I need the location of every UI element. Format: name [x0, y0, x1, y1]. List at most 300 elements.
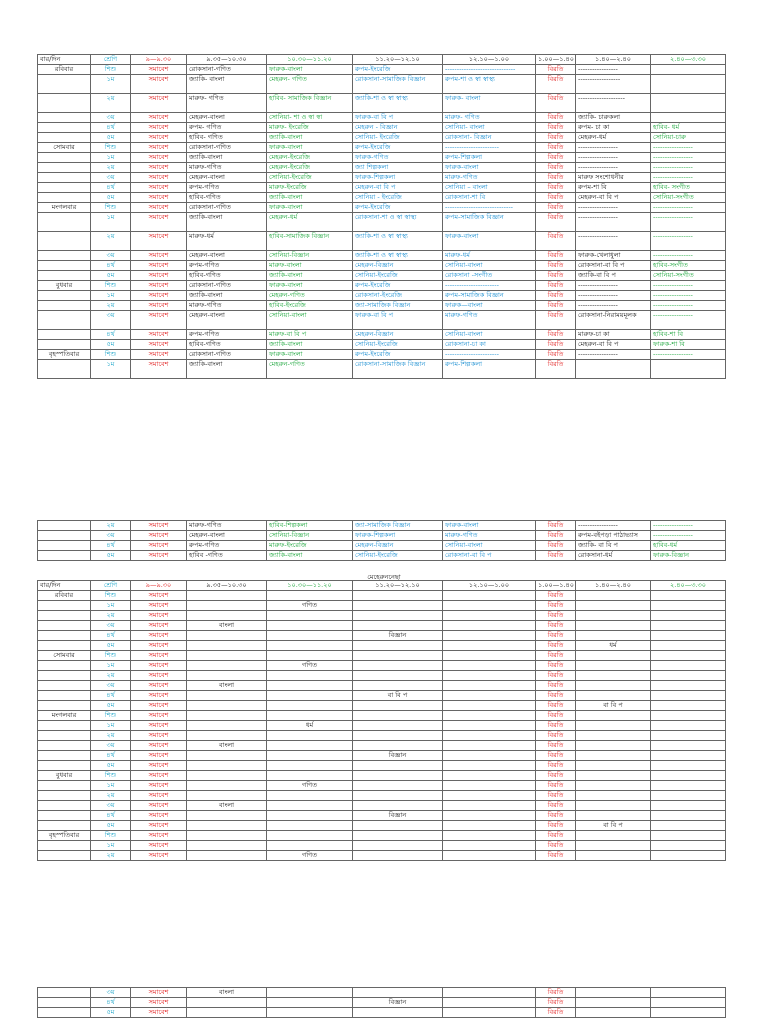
day-cell: মংগলবার	[38, 203, 91, 213]
period-6-cell: রুপম- চা কা	[576, 123, 651, 133]
teacher-name-title: মেহেরুননেছা	[367, 573, 401, 581]
class-cell: ৩য়	[91, 113, 131, 123]
day-cell	[38, 841, 91, 851]
table-row	[38, 251, 726, 261]
break-cell: বিরতি	[536, 551, 576, 561]
period-4-cell	[443, 641, 536, 651]
table-row	[38, 113, 726, 123]
period-7-cell: -----------------	[651, 173, 726, 183]
break-cell: বিরতি	[536, 751, 576, 761]
class-cell: ১ম	[91, 601, 131, 611]
table-row	[38, 721, 726, 731]
period-2-cell: হাবিব-সামাজিক বিজ্ঞান	[267, 232, 353, 251]
period-2-cell: গণিত	[267, 851, 353, 861]
period-4-cell: সোনিয়া-বাংলা	[443, 261, 536, 271]
header-time-3: ১০.৩০—১১.২০	[267, 55, 353, 65]
period-7-cell: হাবিব-ধর্ম	[651, 541, 726, 551]
break-cell: বিরতি	[536, 271, 576, 281]
table-row	[38, 193, 726, 203]
period-6-cell	[576, 671, 651, 681]
assembly-cell: সমাবেশ	[131, 65, 187, 75]
break-cell: বিরতি	[536, 851, 576, 861]
period-1-cell: মারুফ-গণিত	[187, 163, 267, 173]
day-cell	[38, 261, 91, 271]
period-2-cell: সোনিয়া-ইংরেজি	[267, 173, 353, 183]
period-4-cell	[443, 601, 536, 611]
day-cell: বৃহস্পতিবার	[38, 831, 91, 841]
assembly-cell: সমাবেশ	[131, 998, 187, 1008]
class-cell: ২য়	[91, 851, 131, 861]
period-7-cell	[651, 651, 726, 661]
break-cell: বিরতি	[536, 133, 576, 143]
break-cell: বিরতি	[536, 591, 576, 601]
period-6-cell	[576, 621, 651, 631]
period-4-cell: সোনিয়া-বাংলা	[443, 541, 536, 551]
period-6-cell: মারুফ-চা কা	[576, 330, 651, 340]
break-cell: বিরতি	[536, 251, 576, 261]
table-row	[38, 841, 726, 851]
assembly-cell: সমাবেশ	[131, 621, 187, 631]
class-cell: ৩য়	[91, 741, 131, 751]
period-4-cell	[443, 741, 536, 751]
break-cell: বিরতি	[536, 330, 576, 340]
period-7-cell	[651, 751, 726, 761]
day-cell	[38, 113, 91, 123]
period-2-cell	[267, 741, 353, 751]
period-4-cell	[443, 701, 536, 711]
day-cell	[38, 621, 91, 631]
period-6-cell: রোকসানা-নিরাময়মূলক	[576, 311, 651, 330]
period-4-cell	[443, 651, 536, 661]
period-2-cell: ধর্ম	[267, 721, 353, 731]
period-3-cell	[353, 771, 443, 781]
period-2-cell: মারুফ-বা বি প	[267, 330, 353, 340]
table-row	[38, 601, 726, 611]
period-7-cell	[651, 65, 726, 75]
routine-table-1	[37, 54, 726, 379]
period-3-cell	[353, 681, 443, 691]
break-cell: বিরতি	[536, 771, 576, 781]
period-3-cell	[353, 661, 443, 671]
period-3-cell: রুপম-ইংরেজি	[353, 203, 443, 213]
period-4-cell: সোনিয়া – বাংলা	[443, 183, 536, 193]
day-cell: বৃহস্পতিবার	[38, 350, 91, 360]
assembly-cell: সমাবেশ	[131, 261, 187, 271]
period-7-cell	[651, 801, 726, 811]
class-cell: ১ম	[91, 213, 131, 232]
break-cell: বিরতি	[536, 281, 576, 291]
table-row	[38, 350, 726, 360]
period-1-cell	[187, 731, 267, 741]
period-2-cell: গণিত	[267, 661, 353, 671]
class-cell: ৫ম	[91, 1008, 131, 1018]
period-2-cell	[267, 761, 353, 771]
break-cell: বিরতি	[536, 841, 576, 851]
assembly-cell: সমাবেশ	[131, 193, 187, 203]
class-cell: ৫ম	[91, 551, 131, 561]
table-row	[38, 301, 726, 311]
period-6-cell: --------------------	[576, 94, 651, 113]
break-cell: বিরতি	[536, 531, 576, 541]
header-row	[38, 581, 726, 591]
class-cell: ৪র্থ	[91, 631, 131, 641]
period-3-cell	[353, 1008, 443, 1018]
table-row	[38, 671, 726, 681]
header-time-8: ২.৪০—৩.৩০	[651, 55, 726, 65]
period-7-cell	[651, 781, 726, 791]
period-2-cell: জ্যাকি-বাংলা	[267, 133, 353, 143]
period-6-cell: ফারুক-খেলাধুলা	[576, 251, 651, 261]
period-3-cell: রুপম-ইংরেজি	[353, 350, 443, 360]
assembly-cell: সমাবেশ	[131, 691, 187, 701]
period-2-cell: ফারুক-বাংলা	[267, 350, 353, 360]
period-4-cell: -----------------------	[443, 143, 536, 153]
period-2-cell: সোনিয়া-বিজ্ঞান	[267, 531, 353, 541]
period-6-cell: -----------------	[576, 143, 651, 153]
assembly-cell: সমাবেশ	[131, 113, 187, 123]
period-2-cell: জ্যাকি-বাংলা	[267, 193, 353, 203]
break-cell: বিরতি	[536, 801, 576, 811]
day-cell: রবিবার	[38, 591, 91, 601]
class-cell: শিশু	[91, 65, 131, 75]
period-1-cell: রুপম- গণিত	[187, 123, 267, 133]
period-1-cell: রোকসানা-গণিত	[187, 281, 267, 291]
table-row	[38, 1008, 726, 1018]
break-cell: বিরতি	[536, 143, 576, 153]
assembly-cell: সমাবেশ	[131, 173, 187, 183]
period-3-cell	[353, 741, 443, 751]
period-7-cell: হাবিব-শা বি	[651, 330, 726, 340]
period-4-cell	[443, 841, 536, 851]
table-row	[38, 360, 726, 379]
break-cell: বিরতি	[536, 611, 576, 621]
class-cell: শিশু	[91, 711, 131, 721]
period-4-cell	[443, 661, 536, 671]
period-7-cell: -----------------	[651, 213, 726, 232]
period-4-cell: সোনিয়া- বাংলা	[443, 123, 536, 133]
class-cell: ২য়	[91, 521, 131, 531]
day-cell: রবিবার	[38, 65, 91, 75]
period-7-cell	[651, 611, 726, 621]
period-3-cell: জ্যা-সামাজিক বিজ্ঞান	[353, 301, 443, 311]
period-7-cell	[651, 771, 726, 781]
period-6-cell	[576, 591, 651, 601]
period-4-cell: -----------------------------	[443, 203, 536, 213]
period-1-cell	[187, 701, 267, 711]
day-cell	[38, 163, 91, 173]
class-cell: শিশু	[91, 771, 131, 781]
period-4-cell	[443, 691, 536, 701]
class-cell: ৫ম	[91, 761, 131, 771]
table-row	[38, 65, 726, 75]
period-2-cell	[267, 681, 353, 691]
period-1-cell: মারুফ-গণিত	[187, 301, 267, 311]
period-7-cell	[651, 591, 726, 601]
period-1-cell: হাবিব- গণিত	[187, 133, 267, 143]
period-1-cell: বাংলা	[187, 681, 267, 691]
break-cell: বিরতি	[536, 988, 576, 998]
period-3-cell	[353, 988, 443, 998]
break-cell: বিরতি	[536, 173, 576, 183]
day-cell	[38, 811, 91, 821]
period-7-cell	[651, 711, 726, 721]
period-1-cell	[187, 1008, 267, 1018]
period-2-cell: ফারুক-বাংলা	[267, 281, 353, 291]
period-4-cell: রোকসানা-বা বি প	[443, 551, 536, 561]
assembly-cell: সমাবেশ	[131, 251, 187, 261]
period-4-cell: ফারুক- বাংলা	[443, 94, 536, 113]
break-cell: বিরতি	[536, 261, 576, 271]
period-1-cell	[187, 751, 267, 761]
table-row	[38, 163, 726, 173]
assembly-cell: সমাবেশ	[131, 851, 187, 861]
period-3-cell	[353, 641, 443, 651]
teacher-routine-table-cont	[37, 987, 726, 1018]
assembly-cell: সমাবেশ	[131, 153, 187, 163]
break-cell: বিরতি	[536, 113, 576, 123]
period-2-cell: ফারুক-বাংলা	[267, 65, 353, 75]
period-4-cell	[443, 851, 536, 861]
assembly-cell: সমাবেশ	[131, 601, 187, 611]
break-cell: বিরতি	[536, 721, 576, 731]
break-cell: বিরতি	[536, 1008, 576, 1018]
period-2-cell: মেহরুন-ধর্ম	[267, 213, 353, 232]
period-3-cell	[353, 721, 443, 731]
period-7-cell	[651, 701, 726, 711]
period-3-cell	[353, 831, 443, 841]
period-2-cell: মারুফ- ইংরেজি	[267, 123, 353, 133]
assembly-cell: সমাবেশ	[131, 831, 187, 841]
period-3-cell: রোকসানা-সামাজিক বিজ্ঞান	[353, 75, 443, 94]
period-7-cell	[651, 1008, 726, 1018]
break-cell: বিরতি	[536, 193, 576, 203]
day-cell: বুধবার	[38, 281, 91, 291]
header-time-4: ১১.২০—১২.১০	[353, 581, 443, 591]
period-1-cell	[187, 671, 267, 681]
assembly-cell: সমাবেশ	[131, 213, 187, 232]
period-7-cell	[651, 75, 726, 94]
period-1-cell: বাংলা	[187, 741, 267, 751]
table-row	[38, 851, 726, 861]
class-cell: ৪র্থ	[91, 751, 131, 761]
day-cell: মংগলবার	[38, 711, 91, 721]
period-4-cell: রুপম-সামাজিক বিজ্ঞান	[443, 291, 536, 301]
period-7-cell: -----------------	[651, 311, 726, 330]
period-3-cell	[353, 781, 443, 791]
period-3-cell: ফারুক-গণিত	[353, 153, 443, 163]
assembly-cell: সমাবেশ	[131, 232, 187, 251]
period-4-cell	[443, 761, 536, 771]
period-6-cell: মেহরুন-ধর্ম	[576, 133, 651, 143]
period-6-cell: রুপম-শা বি	[576, 183, 651, 193]
period-7-cell: ফারুক-শা বি	[651, 340, 726, 350]
assembly-cell: সমাবেশ	[131, 651, 187, 661]
class-cell: ৫ম	[91, 641, 131, 651]
class-cell: ২য়	[91, 791, 131, 801]
period-3-cell: সোনিয়া - ইংরেজি	[353, 193, 443, 203]
day-cell	[38, 153, 91, 163]
day-cell	[38, 791, 91, 801]
period-6-cell	[576, 360, 651, 379]
period-2-cell	[267, 811, 353, 821]
class-cell: ৪র্থ	[91, 998, 131, 1008]
table-row	[38, 831, 726, 841]
period-2-cell	[267, 801, 353, 811]
table-row	[38, 701, 726, 711]
break-cell: বিরতি	[536, 681, 576, 691]
header-time-2: ৯.৩৫—১০.৩০	[187, 581, 267, 591]
period-4-cell	[443, 671, 536, 681]
day-cell	[38, 123, 91, 133]
period-1-cell	[187, 721, 267, 731]
period-1-cell: মারুফ- গণিত	[187, 94, 267, 113]
period-2-cell: হাবিব-শিল্পকলা	[267, 521, 353, 531]
assembly-cell: সমাবেশ	[131, 731, 187, 741]
period-1-cell: বাংলা	[187, 988, 267, 998]
day-cell	[38, 761, 91, 771]
period-3-cell: রুপম-ইংরেজি	[353, 65, 443, 75]
period-7-cell: হাবিব- সংগীত	[651, 183, 726, 193]
table-row	[38, 281, 726, 291]
class-cell: ২য়	[91, 232, 131, 251]
period-4-cell: সোনিয়া-বাংলা	[443, 330, 536, 340]
header-time-5: ১২.১০—১.০০	[443, 55, 536, 65]
day-cell	[38, 232, 91, 251]
table-row	[38, 232, 726, 251]
table-row	[38, 261, 726, 271]
period-3-cell: সোনিয়া- ইংরেজি	[353, 133, 443, 143]
table-row	[38, 330, 726, 340]
period-6-cell: রোকসানা-ধর্ম	[576, 551, 651, 561]
day-cell	[38, 213, 91, 232]
period-7-cell	[651, 791, 726, 801]
class-cell: ৩য়	[91, 173, 131, 183]
day-cell	[38, 173, 91, 183]
period-6-cell: জ্যাকি- বা বি প	[576, 541, 651, 551]
period-4-cell: মারুফ-গণিত	[443, 311, 536, 330]
class-cell: ১ম	[91, 75, 131, 94]
period-2-cell	[267, 791, 353, 801]
break-cell: বিরতি	[536, 340, 576, 350]
period-7-cell	[651, 821, 726, 831]
period-1-cell: মারুফ-গণিত	[187, 521, 267, 531]
period-3-cell: সোনিয়া-ইংরেজি	[353, 551, 443, 561]
assembly-cell: সমাবেশ	[131, 330, 187, 340]
break-cell: বিরতি	[536, 213, 576, 232]
period-4-cell	[443, 611, 536, 621]
break-cell: বিরতি	[536, 731, 576, 741]
class-cell: ৫ম	[91, 133, 131, 143]
day-cell	[38, 701, 91, 711]
period-1-cell: মারুফ-ধর্ম	[187, 232, 267, 251]
period-2-cell: মেহরুন-ইংরেজি	[267, 153, 353, 163]
period-7-cell: -----------------	[651, 291, 726, 301]
period-1-cell: হাবিব -গণিত	[187, 551, 267, 561]
period-1-cell: জ্যাকি-বাংলা	[187, 213, 267, 232]
class-cell: ৪র্থ	[91, 123, 131, 133]
header-time-8: ২.৪০—৩.৩০	[651, 581, 726, 591]
period-6-cell: -----------------	[576, 65, 651, 75]
table-row	[38, 641, 726, 651]
table-row	[38, 821, 726, 831]
period-2-cell	[267, 611, 353, 621]
table-row	[38, 811, 726, 821]
period-4-cell: মারুফ-গণিত	[443, 173, 536, 183]
day-cell	[38, 671, 91, 681]
table-row	[38, 183, 726, 193]
period-3-cell	[353, 651, 443, 661]
day-cell	[38, 301, 91, 311]
assembly-cell: সমাবেশ	[131, 681, 187, 691]
assembly-cell: সমাবেশ	[131, 741, 187, 751]
header-day: বার/দিন	[38, 581, 91, 591]
period-4-cell: -----------------------	[443, 281, 536, 291]
assembly-cell: সমাবেশ	[131, 183, 187, 193]
period-2-cell	[267, 821, 353, 831]
period-4-cell	[443, 631, 536, 641]
assembly-cell: সমাবেশ	[131, 163, 187, 173]
table-row	[38, 203, 726, 213]
period-4-cell	[443, 998, 536, 1008]
period-1-cell	[187, 791, 267, 801]
class-cell: ৩য়	[91, 801, 131, 811]
period-1-cell: রুপম-গণিত	[187, 330, 267, 340]
period-6-cell: -----------------	[576, 291, 651, 301]
header-class: শ্রেণি	[91, 55, 131, 65]
period-6-cell: জ্যাকি- চারুকলা	[576, 113, 651, 123]
period-6-cell	[576, 721, 651, 731]
period-6-cell: ------------------	[576, 75, 651, 94]
period-6-cell	[576, 801, 651, 811]
period-6-cell	[576, 781, 651, 791]
class-cell: শিশু	[91, 350, 131, 360]
period-7-cell: সোনিয়া-চারু	[651, 133, 726, 143]
period-3-cell	[353, 601, 443, 611]
period-1-cell: রুপম-গণিত	[187, 183, 267, 193]
period-6-cell: রুপম-বইপড়া পাঠাভ্যাস	[576, 531, 651, 541]
period-2-cell	[267, 841, 353, 851]
assembly-cell: সমাবেশ	[131, 350, 187, 360]
table-row	[38, 731, 726, 741]
class-cell: ২য়	[91, 671, 131, 681]
period-1-cell	[187, 821, 267, 831]
break-cell: বিরতি	[536, 291, 576, 301]
day-cell	[38, 681, 91, 691]
day-cell	[38, 531, 91, 541]
assembly-cell: সমাবেশ	[131, 75, 187, 94]
period-7-cell	[651, 721, 726, 731]
period-3-cell: রুপম-ইংরেজি	[353, 143, 443, 153]
class-cell: ৪র্থ	[91, 811, 131, 821]
period-6-cell: -----------------	[576, 301, 651, 311]
class-cell: ৩য়	[91, 251, 131, 261]
period-7-cell: -----------------	[651, 163, 726, 173]
header-time-3: ১০.৩০—১১.২০	[267, 581, 353, 591]
period-3-cell: রোকসানা-সামাজিক বিজ্ঞান	[353, 360, 443, 379]
day-cell	[38, 251, 91, 261]
class-cell: ৩য়	[91, 621, 131, 631]
period-6-cell	[576, 761, 651, 771]
assembly-cell: সমাবেশ	[131, 311, 187, 330]
break-cell: বিরতি	[536, 601, 576, 611]
period-7-cell: ফারুক-বিজ্ঞান	[651, 551, 726, 561]
period-3-cell: মেহরুন-বা বি প	[353, 183, 443, 193]
table-row	[38, 988, 726, 998]
break-cell: বিরতি	[536, 781, 576, 791]
period-2-cell: জ্যাকি-বাংলা	[267, 340, 353, 350]
period-2-cell: ফারুক-বাংলা	[267, 203, 353, 213]
period-7-cell	[651, 841, 726, 851]
